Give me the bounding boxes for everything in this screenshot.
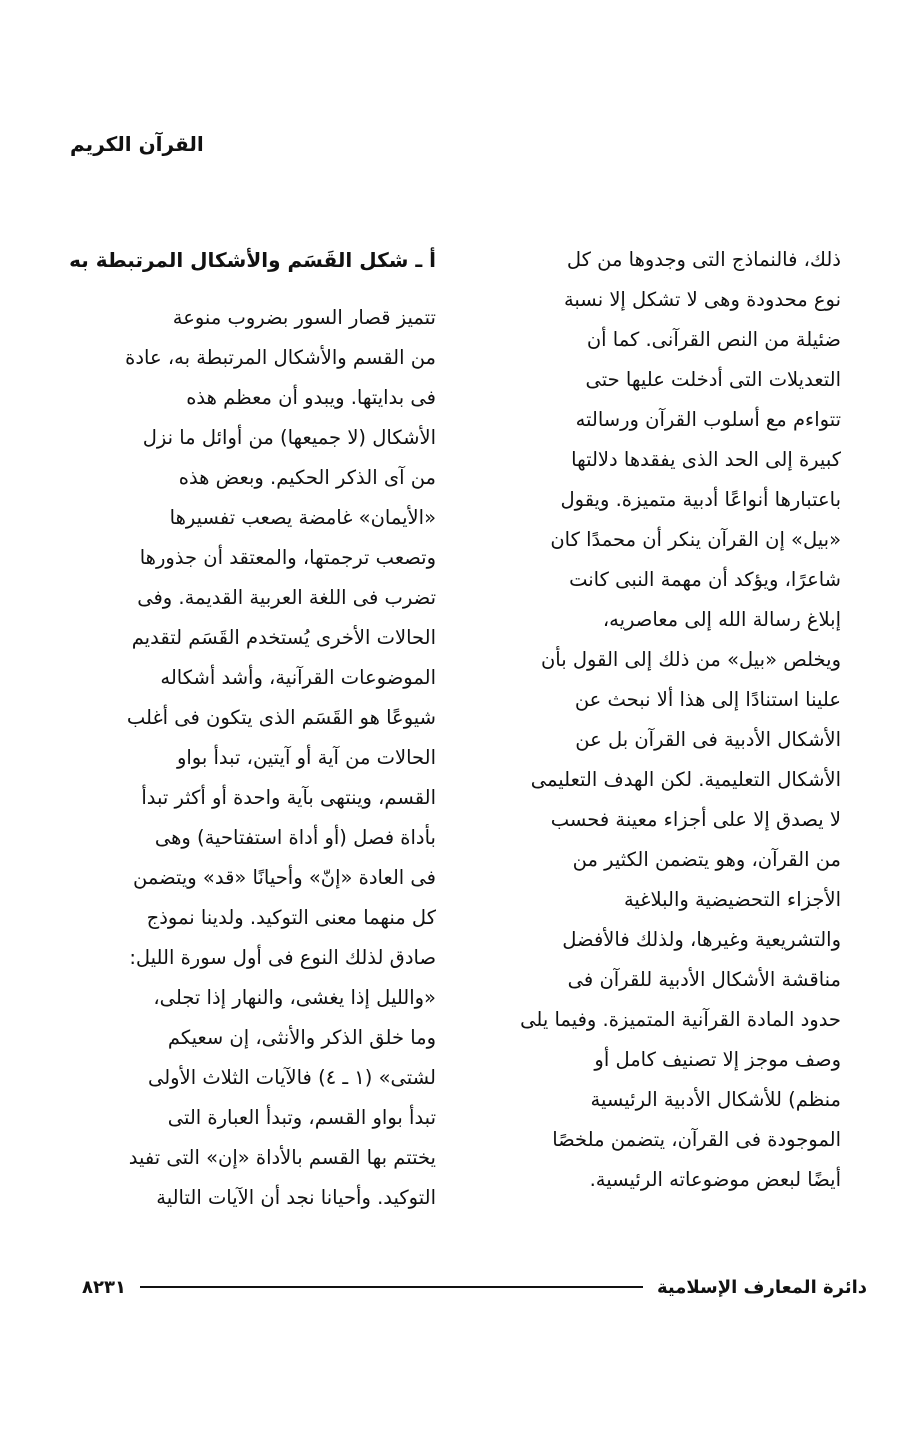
left-column bbox=[69, 240, 436, 1218]
text-line: وتصعب ترجمتها، والمعتقد أن جذورها bbox=[139, 546, 436, 569]
text-line: وما خلق الذكر والأنثى، إن سعيكم bbox=[167, 1026, 436, 1049]
text-line: الأشكال الأدبية فى القرآن بل عن bbox=[575, 728, 841, 751]
text-line: من القرآن، وهو يتضمن الكثير من bbox=[572, 848, 841, 871]
text-line: تضرب فى اللغة العربية القديمة. وفى bbox=[137, 586, 436, 609]
footer-rule bbox=[140, 1286, 643, 1288]
text-line: فى بدايتها. ويبدو أن معظم هذه bbox=[186, 386, 436, 409]
text-line: علينا استنادًا إلى هذا ألا نبحث عن bbox=[574, 688, 841, 711]
page-number: ٨٢٣١ bbox=[82, 1276, 126, 1298]
text-line: من آى الذكر الحكيم. وبعض هذه bbox=[178, 466, 436, 489]
text-line: حدود المادة القرآنية المتميزة. وفيما يلى bbox=[520, 1008, 841, 1031]
text-line: ذلك، فالنماذج التى وجدوها من كل bbox=[566, 248, 841, 271]
text-line: أيضًا لبعض موضوعاته الرئيسية. bbox=[589, 1168, 841, 1191]
text-line: ضئيلة من النص القرآنى. كما أن bbox=[586, 328, 841, 351]
text-line: يختتم بها القسم بالأداة «إن» التى تفيد bbox=[128, 1146, 436, 1169]
text-line: فى العادة «إنّ» وأحيانًا «قد» ويتضمن bbox=[132, 866, 436, 889]
text-line: تتميز قصار السور بضروب منوعة bbox=[172, 306, 436, 329]
text-line: والتشريعية وغيرها، ولذلك فالأفضل bbox=[562, 928, 841, 951]
text-line: لا يصدق إلا على أجزاء معينة فحسب bbox=[550, 808, 841, 831]
text-line: الحالات من آية أو آيتين، تبدأ بواو bbox=[176, 746, 436, 769]
text-line: ويخلص «بيل» من ذلك إلى القول بأن bbox=[540, 648, 841, 671]
text-line: الأشكال (لا جميعها) من أوائل ما نزل bbox=[142, 426, 436, 449]
running-title: القرآن الكريم bbox=[70, 132, 204, 156]
text-line: تبدأ بواو القسم، وتبدأ العبارة التى bbox=[167, 1106, 436, 1129]
text-line: إبلاغ رسالة الله إلى معاصريه، bbox=[602, 608, 841, 631]
text-line: كل منهما معنى التوكيد. ولدينا نموذج bbox=[146, 906, 436, 929]
text-line: وصف موجز إلا تصنيف كامل أو bbox=[594, 1048, 841, 1071]
text-line: باعتبارها أنواعًا أدبية متميزة. ويقول bbox=[560, 488, 841, 511]
text-line: من القسم والأشكال المرتبطة به، عادة bbox=[125, 346, 436, 369]
text-line: مناقشة الأشكال الأدبية للقرآن فى bbox=[567, 968, 841, 991]
text-line: صادق لذلك النوع فى أول سورة الليل: bbox=[129, 946, 436, 969]
publication-title: دائرة المعارف الإسلامية bbox=[656, 1276, 867, 1298]
text-line: الأجزاء التحضيضية والبلاغية bbox=[623, 888, 841, 911]
text-line: «بيل» إن القرآن ينكر أن محمدًا كان bbox=[550, 528, 841, 551]
text-line: كبيرة إلى الحد الذى يفقدها دلالتها bbox=[571, 448, 841, 471]
text-line: الموضوعات القرآنية، وأشد أشكاله bbox=[160, 666, 436, 689]
text-line: تتواءم مع أسلوب القرآن ورسالته bbox=[575, 408, 841, 431]
page-footer bbox=[82, 1272, 867, 1302]
right-column bbox=[481, 240, 841, 1200]
section-heading: أ ـ شكل القَسَم والأشكال المرتبطة به bbox=[69, 248, 436, 272]
text-line: القسم، وينتهى بآية واحدة أو أكثر تبدأ bbox=[141, 786, 436, 809]
text-line: لشتى» (١ ـ ٤) فالآيات الثلاث الأولى bbox=[147, 1066, 436, 1089]
text-line: الأشكال التعليمية. لكن الهدف التعليمى bbox=[530, 768, 841, 791]
text-line: نوع محدودة وهى لا تشكل إلا نسبة bbox=[563, 288, 841, 311]
text-line: الموجودة فى القرآن، يتضمن ملخصًا bbox=[552, 1128, 841, 1151]
text-line: «والليل إذا يغشى، والنهار إذا تجلى، bbox=[153, 986, 436, 1009]
text-line: بأداة فصل (أو أداة استفتاحية) وهى bbox=[154, 826, 436, 849]
text-line: «الأيمان» غامضة يصعب تفسيرها bbox=[169, 506, 436, 529]
text-line: شيوعًا هو القَسَم الذى يتكون فى أغلب bbox=[126, 706, 436, 729]
text-line: التعديلات التى أدخلت عليها حتى bbox=[585, 368, 841, 391]
text-line: شاعرًا، ويؤكد أن مهمة النبى كانت bbox=[569, 568, 841, 591]
text-line: التوكيد. وأحيانا نجد أن الآيات التالية bbox=[156, 1186, 436, 1209]
text-line: الحالات الأخرى يُستخدم القَسَم لتقديم bbox=[131, 626, 436, 649]
text-line: منظم) للأشكال الأدبية الرئيسية bbox=[590, 1088, 841, 1111]
